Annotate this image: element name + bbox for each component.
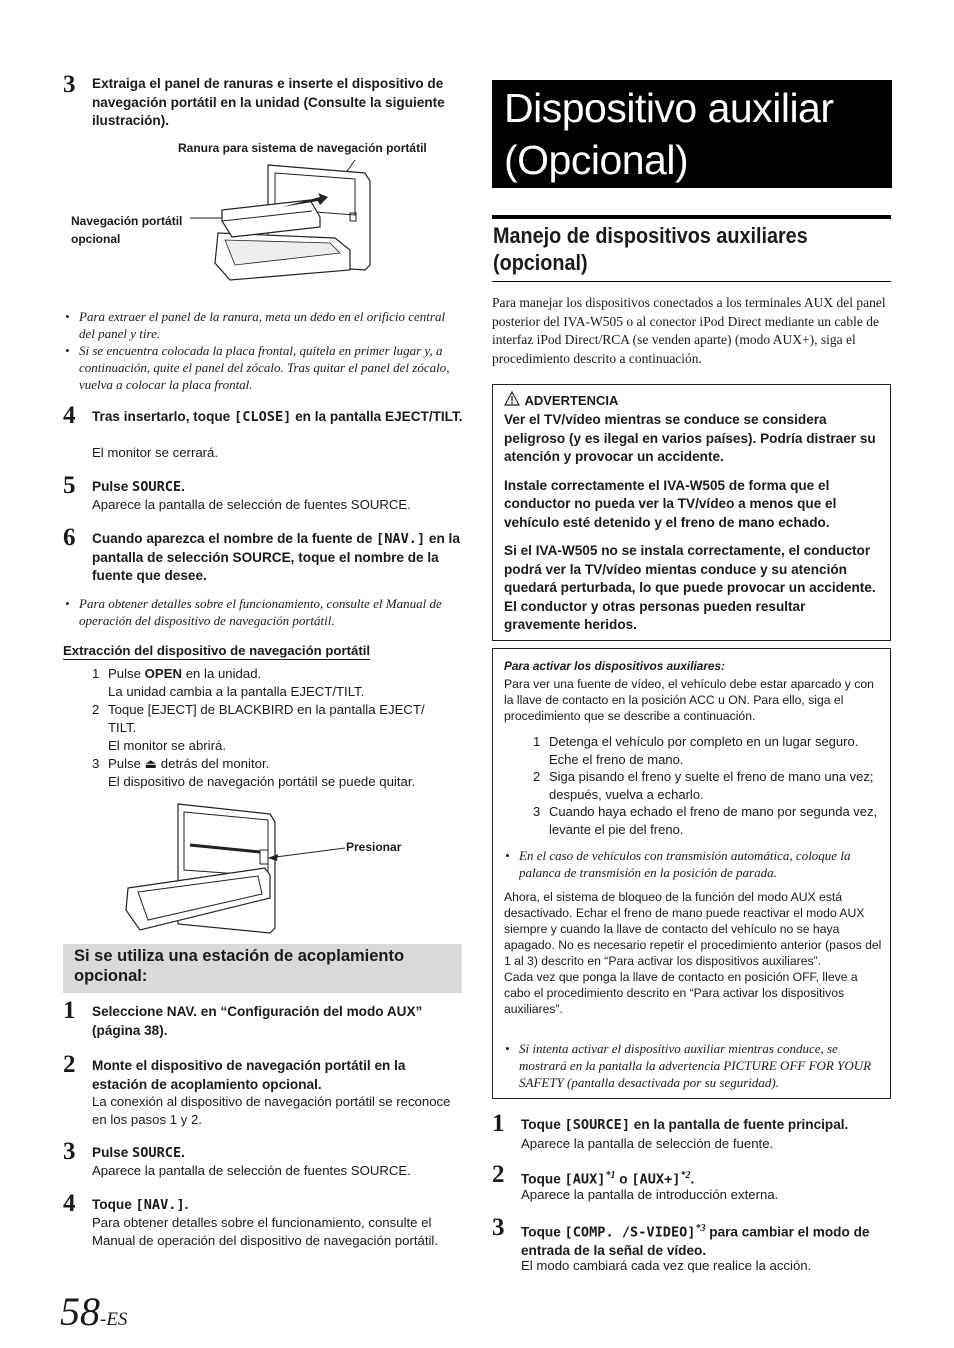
- warning-paragraph: Si el IVA-W505 no se instala correctamente, el conductor podrá ver la TV/vídeo mientas conduce y su atención quedará perturbada, lo que puede provocar un accidente. El conductor y otras personas pueden resultar gravemente heridos.: [504, 543, 876, 632]
- step-number: 3: [63, 1138, 76, 1165]
- info-paragraph: Cada vez que ponga la llave de contacto en posición OFF, lleve a cabo el procedimiento descrito en “Para activar los dispositivos auxiliares”.: [504, 970, 858, 1016]
- step-subtext: Aparece la pantalla de selección de fuentes SOURCE.: [92, 497, 411, 512]
- chapter-title-line2: (Opcional): [504, 137, 689, 183]
- step-number: 2: [492, 1161, 505, 1188]
- step-text: Seleccione NAV. en “Configuración del modo AUX” (página 38).: [92, 1004, 423, 1038]
- note-list: • Para extraer el panel de la ranura, meta un dedo en el orificio central del panel y tire. • Si se encuentra colocada la placa frontal, quítela en primer lugar y, a continuación, quite el panel del zócalo. Tras quitar el panel del zócalo, vuelva a colocar la placa frontal.: [65, 309, 450, 392]
- step-subtext: Aparece la pantalla de introducción externa.: [521, 1187, 779, 1202]
- step-subtext: Aparece la pantalla de selección de fuente.: [521, 1136, 774, 1151]
- step-subtext: Aparece la pantalla de selección de fuentes SOURCE.: [92, 1163, 411, 1178]
- monitor-open-illustration: [120, 800, 360, 940]
- navigation-insert-illustration: [190, 155, 390, 295]
- warning-paragraph: Ver el TV/vídeo mientras se conduce se considera peligroso (y es ilegal en varios países). Podría distraer su atención y provocar un accidente.: [504, 412, 876, 464]
- key-nav: [NAV.]: [376, 531, 426, 547]
- step-number: 1: [63, 997, 76, 1024]
- note-item: Si se encuentra colocada la placa frontal, quítela en primer lugar y, a continuación, quite el panel del zócalo. Tras quitar el panel del zócalo, vuelva a colocar la placa frontal.: [79, 343, 450, 392]
- info-note: En el caso de vehículos con transmisión automática, coloque la palanca de transmisión en la posición de parada.: [519, 848, 851, 880]
- step-number: 3: [63, 71, 76, 98]
- info-box: Para activar los dispositivos auxiliares: Para ver una fuente de vídeo, el vehículo debe estar aparcado y con la llave de contacto en la posición ACC u ON. Para ello, siga el procedimiento que se describe a continuación. 1 Detenga el vehículo por completo en un lugar seguro. Eche el freno de mano. 2 Siga pisando el freno y suelte el freno de mano una vez; después, vuelva a echarlo. 3 Cuando haya echado el freno de mano por segunda vez, levante el pie del freno. • En el caso de vehículos con transmisión automática, coloque la palanca de transmisión en la posición de parada. Ahora, el sistema de bloqueo de la función del modo AUX está desactivado. Echar el freno de mano puede reactivar el modo AUX siempre y cuando la llave de contacto del vehículo no se haya apagado. No es necesario repetir el procedimiento anterior (pasos del 1 al 3) descrito en “Para activar los dispositivos auxiliares”. Cada vez que ponga la llave de contacto en posición OFF, lleve a cabo el procedimiento descrito en “Para activar los dispositivos auxiliares”. • Si intenta activar el dispositivo auxiliar mientras conduce, se mostrará en la pantalla la advertencia PICTURE OFF FOR YOUR SAFETY (pantalla desactivada por su seguridad).: [492, 648, 891, 1099]
- step-subtext: El monitor se cerrará.: [92, 445, 219, 460]
- note-item: Para extraer el panel de la ranura, meta un dedo en el orificio central del panel y tire.: [79, 309, 446, 341]
- step-text: Monte el dispositivo de navegación portátil en la estación de acoplamiento opcional.: [92, 1058, 406, 1092]
- warning-icon: [504, 391, 520, 406]
- step-text: Toque [AUX]$^{*1}$ o $[AUX+]^{*2}$.: [521, 1170, 695, 1188]
- step-subtext: El modo cambiará cada vez que realice la acción.: [521, 1258, 812, 1273]
- info-step: Cuando haya echado el freno de mano por segunda vez, levante el pie del freno.: [549, 804, 878, 837]
- chapter-title-line1: Dispositivo auxiliar: [504, 85, 834, 131]
- step-number: 1: [492, 1110, 505, 1137]
- info-note: Si intenta activar el dispositivo auxiliar mientras conduce, se mostrará en la pantalla la advertencia PICTURE OFF FOR YOUR SAFETY (pantalla desactivada por su seguridad).: [519, 1041, 872, 1090]
- intro-paragraph: Para manejar los dispositivos conectados a los terminales AUX del panel posterior del IVA-W505 o al conector iPod Direct mediante un cable de interfaz iPod Direct/RCA (se venden aparte) (modo AUX+), siga el procedimiento descrito a continuación.: [492, 295, 886, 366]
- figure-label: Presionar: [346, 840, 402, 854]
- step-text: Extraiga el panel de ranuras e inserte el dispositivo de navegación portátil en la unidad (Consulte la siguiente ilustración).: [92, 76, 445, 128]
- step-number: 5: [63, 472, 76, 499]
- key-source: SOURCE: [132, 479, 182, 495]
- step-text: Toque [COMP. /S-VIDEO]$^{*3}$ para cambiar el modo de entrada de la señal de vídeo.: [521, 1223, 870, 1259]
- info-paragraph: Para ver una fuente de vídeo, el vehículo debe estar aparcado y con la llave de contacto en la posición ACC u ON. Para ello, siga el procedimiento que se describe a continuación.: [504, 677, 874, 723]
- step-number: 4: [63, 1190, 76, 1217]
- eject-icon: ⏏: [144, 756, 158, 771]
- info-step: Detenga el vehículo por completo en un lugar seguro. Eche el freno de mano.: [549, 734, 859, 767]
- step-number: 4: [63, 402, 76, 429]
- chapter-banner: [492, 80, 892, 188]
- step-text: Toque [NAV.].: [92, 1197, 189, 1213]
- section-rule-top: [492, 215, 891, 219]
- section-rule-bottom: [492, 281, 891, 282]
- warning-title: ADVERTENCIA: [524, 393, 619, 408]
- step-number: 6: [63, 524, 76, 551]
- step-text: Tras insertarlo, toque [CLOSE] en la pantalla EJECT/TILT.: [92, 409, 463, 425]
- dock-section-heading: Si se utiliza una estación de acoplamiento opcional:: [63, 944, 462, 993]
- section-title: Manejo de dispositivos auxiliares (opcional): [493, 223, 808, 275]
- step-text: Pulse SOURCE.: [92, 479, 185, 495]
- step-subtext: La conexión al dispositivo de navegación portátil se reconoce en los pasos 1 y 2.: [92, 1094, 451, 1127]
- figure-label: Navegación portátil opcional: [71, 214, 183, 246]
- subsection-heading: Extracción del dispositivo de navegación portátil: [63, 643, 371, 658]
- step-number: 2: [63, 1051, 76, 1078]
- note-item: • Para obtener detalles sobre el funcionamiento, consulte el Manual de operación del dispositivo de navegación portátil.: [65, 596, 442, 628]
- step-text: Toque [SOURCE] en la pantalla de fuente principal.: [521, 1117, 849, 1133]
- warning-paragraph: Instale correctamente el IVA-W505 de forma que el conductor no pueda ver la TV/vídeo a menos que el vehículo esté detenido y el freno de mano echado.: [504, 477, 837, 530]
- step-text: Pulse SOURCE.: [92, 1145, 185, 1161]
- step-text: Cuando aparezca el nombre de la fuente de [NAV.] en la pantalla de selección SOURCE, toque el nombre de la fuente que desee.: [92, 531, 460, 583]
- key-close: [CLOSE]: [234, 409, 292, 425]
- info-step: Siga pisando el freno y suelte el freno de mano una vez; después, vuelva a echarlo.: [549, 769, 874, 802]
- step-number: 3: [492, 1214, 505, 1241]
- extraction-steps: 1 Pulse OPEN en la unidad. La unidad cambia a la pantalla EJECT/TILT. 2 Toque [EJECT] de BLACKBIRD en la pantalla EJECT/ TILT. El monitor se abrirá. 3 Pulse ⏏ detrás del monitor. El dispositivo de navegación portátil se puede quitar.: [92, 666, 425, 789]
- page-number: 58-ES: [60, 1289, 128, 1334]
- info-paragraph: Ahora, el sistema de bloqueo de la función del modo AUX está desactivado. Echar el freno de mano puede reactivar el modo AUX siempre y cuando la llave de contacto del vehículo no se haya apagado. No es necesario repetir el procedimiento anterior (pasos del 1 al 3) descrito en “Para activar los dispositivos auxiliares”.: [504, 890, 882, 968]
- figure-label: Ranura para sistema de navegación portátil: [178, 141, 427, 155]
- step-subtext: Para obtener detalles sobre el funcionamiento, consulte el Manual de operación del dispositivo de navegación portátil.: [92, 1215, 439, 1248]
- warning-box: [492, 384, 891, 641]
- info-title: Para activar los dispositivos auxiliares:: [504, 659, 725, 673]
